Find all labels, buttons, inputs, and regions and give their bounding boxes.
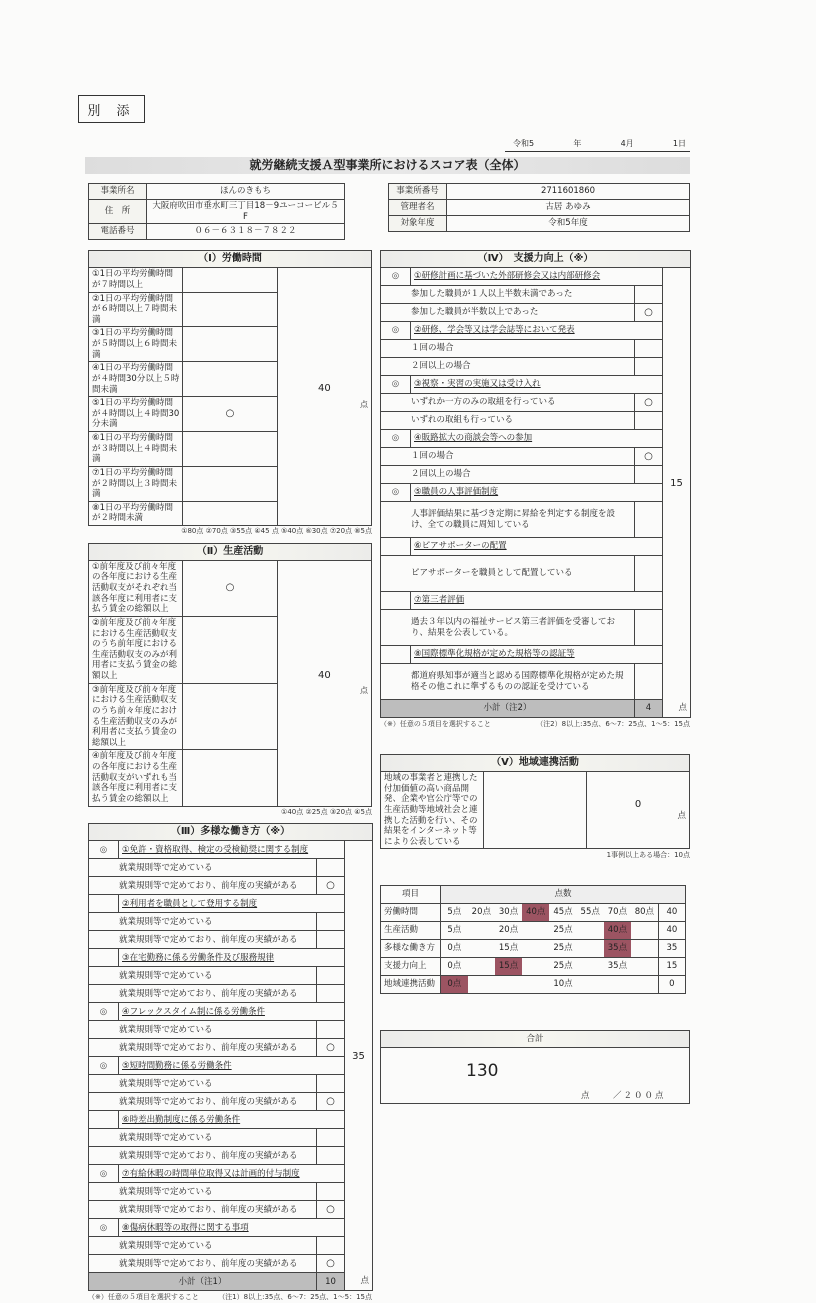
- section-score-cell: [277, 560, 371, 806]
- score-option: 25点: [549, 940, 576, 958]
- score-option: [631, 922, 658, 940]
- item-option-text: ２回以上の場合: [381, 466, 635, 484]
- item-option-check[interactable]: [317, 985, 345, 1003]
- info-label: 事業所名: [89, 184, 147, 200]
- sec5-text: 地域の事業者と連携した付加価値の高い商品開発、企業や官公庁等での生産活動等地域社会と連携した活動を行い、その結果をインターネット等により公表している: [381, 772, 484, 849]
- score-option: 40点: [522, 904, 549, 922]
- score-option: [468, 922, 495, 940]
- sec5-header: （Ⅴ）地域連携活動: [381, 755, 690, 772]
- sec3-notes: [88, 1293, 372, 1303]
- info-label: 電話番号: [89, 224, 147, 240]
- item-option-text: 就業規則等で定めている: [89, 1021, 317, 1039]
- item-option-text: １回の場合: [381, 448, 635, 466]
- item-title: ②利用者を職員として登用する制度: [119, 895, 345, 913]
- item-option-text: 就業規則等で定めており、前年度の実績がある: [89, 1093, 317, 1111]
- item-option-row: [89, 1093, 373, 1111]
- item-option-text: １回の場合: [381, 340, 635, 358]
- date-day: 1日: [672, 139, 686, 148]
- item-option-row: [89, 913, 373, 931]
- item-option-check[interactable]: ○: [635, 394, 663, 412]
- total-unit: 点: [581, 1091, 590, 1102]
- item-option-row: [89, 1129, 373, 1147]
- item-option-text: 就業規則等で定めており、前年度の実績がある: [89, 1147, 317, 1165]
- item-option-check[interactable]: ○: [317, 1039, 345, 1057]
- item-title-row: [89, 1057, 373, 1075]
- score-option: 35点: [604, 940, 631, 958]
- score-row: [381, 958, 686, 976]
- item-title-row: [89, 1165, 373, 1183]
- score-option: [522, 922, 549, 940]
- item-title: ⑥時差出勤制度に係る労働条件: [119, 1111, 345, 1129]
- score-option: 0点: [441, 976, 468, 994]
- score-option: 5点: [441, 922, 468, 940]
- item-title-row: [381, 322, 691, 340]
- item-title: ⑦第三者評価: [411, 592, 663, 610]
- criteria-check[interactable]: [183, 268, 277, 292]
- item-option-row: [381, 412, 691, 430]
- score-total: 15: [658, 958, 685, 976]
- item-option-check[interactable]: [317, 931, 345, 949]
- item-option-text: 就業規則等で定めている: [89, 913, 317, 931]
- score-option: [468, 958, 495, 976]
- item-option-check[interactable]: ○: [317, 877, 345, 895]
- score-option: 10点: [549, 976, 576, 994]
- score-row: [381, 922, 686, 940]
- item-selected-mark[interactable]: ◎: [381, 376, 411, 394]
- score-option: 55点: [577, 904, 604, 922]
- item-option-check[interactable]: [635, 358, 663, 376]
- item-option-check[interactable]: [317, 1183, 345, 1201]
- item-option-check[interactable]: ○: [635, 304, 663, 322]
- item-selected-mark[interactable]: ◎: [89, 1219, 119, 1237]
- section-working-hours: [88, 250, 372, 526]
- item-option-row: [381, 448, 691, 466]
- item-title-row: [89, 1003, 373, 1021]
- score-row: [381, 904, 686, 922]
- section-header: （Ⅱ）生産活動: [89, 543, 372, 560]
- item-option-check[interactable]: [317, 1129, 345, 1147]
- info-value: ０６－６３１８－７８２２: [147, 224, 345, 240]
- score-option: 25点: [549, 958, 576, 976]
- item-title-row: [89, 895, 373, 913]
- score-row: [381, 940, 686, 958]
- item-selected-mark[interactable]: ◎: [89, 1165, 119, 1183]
- subtotal-row: [89, 1273, 373, 1291]
- score-option: [468, 940, 495, 958]
- score-option: 70点: [604, 904, 631, 922]
- item-option-text: ピアサポーターを職員として配置している: [381, 556, 635, 592]
- section-score: 15: [670, 477, 683, 489]
- section-score: 40: [317, 383, 331, 395]
- item-title-row: [381, 592, 691, 610]
- item-selected-mark[interactable]: [89, 1111, 119, 1129]
- date-line: [505, 138, 690, 152]
- subtotal-value: 4: [635, 700, 663, 718]
- info-value: 令和5年度: [447, 216, 690, 232]
- item-option-text: 就業規則等で定めており、前年度の実績がある: [89, 877, 317, 895]
- score-unit: 点: [663, 700, 691, 718]
- score-option: 15点: [495, 958, 522, 976]
- item-option-row: [89, 1237, 373, 1255]
- item-option-text: いずれの取組も行っている: [381, 412, 635, 430]
- item-option-check[interactable]: [635, 556, 663, 592]
- item-option-text: 就業規則等で定めている: [89, 1183, 317, 1201]
- sections: [88, 250, 690, 1303]
- item-option-row: [381, 286, 691, 304]
- item-option-text: 就業規則等で定めており、前年度の実績がある: [89, 931, 317, 949]
- item-option-text: 就業規則等で定めている: [89, 1129, 317, 1147]
- sec3-note-left: （※）任意の５項目を選択すること: [88, 1293, 199, 1302]
- item-title: ①免許・資格取得、検定の受検勧奨に関する制度: [119, 841, 345, 859]
- item-option-check[interactable]: [635, 340, 663, 358]
- score-total: 40: [658, 904, 685, 922]
- item-option-row: [381, 664, 691, 700]
- info-left-table: [88, 183, 345, 240]
- left-column: [88, 250, 372, 1303]
- sec5-score: 0: [634, 798, 642, 810]
- score-total: 35: [658, 940, 685, 958]
- item-option-row: [381, 340, 691, 358]
- criteria-check[interactable]: [183, 466, 277, 501]
- criteria-check[interactable]: ○: [183, 397, 277, 432]
- item-title-row: [381, 484, 691, 502]
- item-selected-mark[interactable]: [381, 538, 411, 556]
- item-option-row: [381, 610, 691, 646]
- info-value: ほんのきもち: [147, 184, 345, 200]
- info-row: [89, 184, 345, 200]
- item-option-text: 就業規則等で定めており、前年度の実績がある: [89, 1201, 317, 1219]
- section-score: 35: [352, 1050, 365, 1062]
- item-title: ①研修計画に基づいた外部研修会又は内部研修会: [411, 268, 663, 286]
- criteria-text: ②1日の平均労働時間が６時間以上７時間未満: [89, 292, 183, 327]
- item-title: ⑧国際標準化規格が定めた規格等の認証等: [411, 646, 663, 664]
- item-option-text: 就業規則等で定めており、前年度の実績がある: [89, 1255, 317, 1273]
- score-row: [381, 976, 686, 994]
- section-score: 40: [317, 669, 331, 681]
- item-option-check[interactable]: [317, 859, 345, 877]
- item-option-row: [89, 967, 373, 985]
- item-option-row: [89, 877, 373, 895]
- item-option-row: [89, 1183, 373, 1201]
- criteria-check[interactable]: [183, 501, 277, 525]
- info-label: 事業所番号: [389, 184, 447, 200]
- item-option-row: [381, 466, 691, 484]
- info-row: [89, 200, 345, 224]
- item-option-row: [381, 556, 691, 592]
- score-option: [631, 958, 658, 976]
- info-label: 住 所: [89, 200, 147, 224]
- info-label: 対象年度: [389, 216, 447, 232]
- criteria-text: ④1日の平均労働時間が４時間30分以上５時間未満: [89, 362, 183, 397]
- score-total: 40: [658, 922, 685, 940]
- criteria-row: [89, 268, 372, 292]
- item-selected-mark[interactable]: [381, 646, 411, 664]
- subtotal-value: 10: [317, 1273, 345, 1291]
- score-option: 15点: [495, 940, 522, 958]
- criteria-check[interactable]: [183, 750, 277, 806]
- score-item-label: 生産活動: [381, 922, 441, 940]
- sec2-legend: ①40点 ②25点 ③20点 ④5点: [281, 807, 372, 816]
- item-selected-mark[interactable]: ◎: [381, 430, 411, 448]
- score-col-item: 項目: [381, 886, 441, 904]
- item-selected-mark[interactable]: ◎: [381, 484, 411, 502]
- item-title-row: [89, 1219, 373, 1237]
- item-option-text: 就業規則等で定めている: [89, 859, 317, 877]
- item-option-row: [89, 1201, 373, 1219]
- page-title: 就労継続支援Ａ型事業所におけるスコア表（全体）: [85, 157, 690, 174]
- criteria-text: ⑤1日の平均労働時間が４時間以上４時間30分未満: [89, 397, 183, 432]
- section-header: （Ⅰ）労働時間: [89, 251, 372, 268]
- item-selected-mark[interactable]: ◎: [381, 268, 411, 286]
- section-diverse-work: [88, 823, 373, 1291]
- section-support-capacity: [380, 250, 691, 718]
- score-header-row: [381, 886, 686, 904]
- annex-label: 別 添: [78, 95, 145, 123]
- item-option-check[interactable]: ○: [317, 1255, 345, 1273]
- score-option: 25点: [549, 922, 576, 940]
- score-option: [631, 976, 658, 994]
- total-label: 合計: [381, 1031, 689, 1048]
- info-value: 大阪府吹田市垂水町三丁目18－9ユーコービル５F: [147, 200, 345, 224]
- sec4-note-left: （※）任意の５項目を選択すること: [380, 720, 491, 729]
- criteria-check[interactable]: [183, 327, 277, 362]
- criteria-text: ②前年度及び前々年度における生産活動収支のうち前年度における生産活動収支のみが利用者に支払う賃金の総額以上: [89, 616, 183, 683]
- section-score-cell: [345, 841, 373, 1273]
- info-label: 管理者名: [389, 200, 447, 216]
- sec5-check[interactable]: [484, 772, 587, 849]
- item-option-check[interactable]: ○: [317, 1201, 345, 1219]
- score-unit: 点: [360, 399, 368, 409]
- item-selected-mark[interactable]: [89, 895, 119, 913]
- criteria-text: ③1日の平均労働時間が５時間以上６時間未満: [89, 327, 183, 362]
- info-row: [389, 216, 690, 232]
- item-option-row: [89, 1255, 373, 1273]
- section-production: [88, 543, 372, 807]
- score-option: [522, 976, 549, 994]
- item-option-check[interactable]: [317, 1147, 345, 1165]
- date-era: 令和5: [513, 139, 535, 148]
- item-option-check[interactable]: [317, 1075, 345, 1093]
- item-option-text: 都道府県知事が適当と認める国際標準化規格が定めた規格その他これに準ずるものの認証を受けている: [381, 664, 635, 700]
- item-option-text: 就業規則等で定めている: [89, 1237, 317, 1255]
- item-title: ⑤職員の人事評価制度: [411, 484, 663, 502]
- item-selected-mark[interactable]: [89, 949, 119, 967]
- date-year-label: 年: [573, 139, 582, 148]
- item-option-check[interactable]: [635, 466, 663, 484]
- info-row: [389, 200, 690, 216]
- section-score-cell: [277, 268, 371, 526]
- criteria-text: ⑧1日の平均労働時間が２時間未満: [89, 501, 183, 525]
- item-option-text: いずれか一方のみの取組を行っている: [381, 394, 635, 412]
- item-selected-mark[interactable]: ◎: [89, 1057, 119, 1075]
- item-option-row: [381, 502, 691, 538]
- section-header: （Ⅳ） 支援力向上（※）: [381, 251, 691, 268]
- score-option: 30点: [495, 904, 522, 922]
- item-option-check[interactable]: [635, 286, 663, 304]
- item-title: ⑥ピアサポーターの配置: [411, 538, 663, 556]
- item-option-check[interactable]: ○: [635, 448, 663, 466]
- item-option-check[interactable]: [635, 502, 663, 538]
- item-title: ④販路拡大の商談会等への参加: [411, 430, 663, 448]
- item-option-text: 就業規則等で定めている: [89, 967, 317, 985]
- date-month: 4月: [620, 139, 634, 148]
- score-option: 20点: [495, 922, 522, 940]
- sec3-note-right: （注1）8以上:35点、6～7：25点、1～5：15点: [218, 1293, 372, 1302]
- item-option-row: [89, 1021, 373, 1039]
- score-item-label: 多様な働き方: [381, 940, 441, 958]
- section-community: [380, 754, 690, 849]
- score-option: [631, 940, 658, 958]
- score-sheet: [88, 183, 690, 1303]
- item-option-check[interactable]: [317, 967, 345, 985]
- score-option: 0点: [441, 958, 468, 976]
- item-option-row: [89, 985, 373, 1003]
- criteria-check[interactable]: [183, 432, 277, 467]
- item-title-row: [89, 1111, 373, 1129]
- item-title: ③在宅勤務に係る労働条件及び服務規律: [119, 949, 345, 967]
- score-col-points: 点数: [441, 886, 686, 904]
- item-title-row: [89, 949, 373, 967]
- item-selected-mark[interactable]: [381, 592, 411, 610]
- section-score-cell: [663, 268, 691, 700]
- item-option-check[interactable]: [635, 610, 663, 646]
- criteria-text: ⑥1日の平均労働時間が３時間以上４時間未満: [89, 432, 183, 467]
- score-option: [577, 922, 604, 940]
- score-option: 80点: [631, 904, 658, 922]
- score-option: [577, 940, 604, 958]
- sec5-note: 1事例以上ある場合：10点: [606, 851, 690, 860]
- item-option-row: [381, 358, 691, 376]
- item-title: ⑧傷病休暇等の取得に関する事項: [119, 1219, 345, 1237]
- section-header-row: [381, 251, 691, 268]
- score-option: [522, 958, 549, 976]
- item-title-row: [381, 376, 691, 394]
- item-title-row: [381, 538, 691, 556]
- item-option-row: [89, 1075, 373, 1093]
- item-title: ⑦有給休暇の時間単位取得又は計画的付与制度: [119, 1165, 345, 1183]
- criteria-check[interactable]: [183, 362, 277, 397]
- sec5-unit: 点: [677, 811, 686, 822]
- sec4-note-right: （注2）8以上:35点、6～7：25点、1～5：15点: [536, 720, 690, 729]
- item-option-text: 過去３年以内の福祉サービス第三者評価を受審しており、結果を公表している。: [381, 610, 635, 646]
- subtotal-row: [381, 700, 691, 718]
- score-item-label: 地域連携活動: [381, 976, 441, 994]
- item-selected-mark[interactable]: ◎: [381, 322, 411, 340]
- score-option: 5点: [441, 904, 468, 922]
- info-value: 2711601860: [447, 184, 690, 200]
- subtotal-label: 小計（注2）: [381, 700, 635, 718]
- item-option-text: 参加した職員が１人以上半数未満であった: [381, 286, 635, 304]
- item-option-text: 就業規則等で定めている: [89, 1075, 317, 1093]
- criteria-check[interactable]: [183, 683, 277, 750]
- item-option-check[interactable]: [635, 412, 663, 430]
- item-option-check[interactable]: [317, 1237, 345, 1255]
- item-option-row: [89, 1147, 373, 1165]
- item-title: ②研修、学会等又は学会誌等において発表: [411, 322, 663, 340]
- item-option-text: 人事評価結果に基づき定期に昇給を判定する制度を設け、全ての職員に周知している: [381, 502, 635, 538]
- total-box: [380, 1030, 690, 1104]
- item-title: ⑤短時間勤務に係る労働条件: [119, 1057, 345, 1075]
- item-option-text: 就業規則等で定めており、前年度の実績がある: [89, 1039, 317, 1057]
- section-header-row: [89, 543, 372, 560]
- item-title-row: [381, 646, 691, 664]
- score-total: 0: [658, 976, 685, 994]
- score-option: [495, 976, 522, 994]
- info-row: [88, 183, 690, 240]
- score-option: 40点: [604, 922, 631, 940]
- item-option-row: [89, 859, 373, 877]
- section-header-row: [89, 251, 372, 268]
- total-value: 130: [466, 1061, 499, 1082]
- criteria-check[interactable]: [183, 292, 277, 327]
- score-option: [577, 958, 604, 976]
- item-title: ④フレックスタイム制に係る労働条件: [119, 1003, 345, 1021]
- score-summary-table: [380, 885, 686, 994]
- criteria-text: ①1日の平均労働時間が７時間以上: [89, 268, 183, 292]
- score-option: [577, 976, 604, 994]
- score-item-label: 支援力向上: [381, 958, 441, 976]
- info-row: [89, 224, 345, 240]
- item-option-row: [381, 394, 691, 412]
- score-unit: 点: [345, 1273, 373, 1291]
- item-option-check[interactable]: [635, 664, 663, 700]
- total-max: ／２００点: [613, 1091, 666, 1102]
- score-item-label: 労働時間: [381, 904, 441, 922]
- item-title: ③視察・実習の実施又は受け入れ: [411, 376, 663, 394]
- score-option: 0点: [441, 940, 468, 958]
- criteria-text: ①前年度及び前々年度の各年度における生産活動収支がそれぞれ当該各年度に利用者に支払う賃金の総額以上: [89, 560, 183, 616]
- score-unit: 点: [360, 686, 368, 696]
- right-column: [380, 250, 690, 1104]
- criteria-check[interactable]: [183, 616, 277, 683]
- sec1-legend: ①80点 ②70点 ③55点 ④45 点 ⑤40点 ⑥30点 ⑦20点 ⑧5点: [181, 527, 372, 535]
- item-selected-mark[interactable]: ◎: [89, 841, 119, 859]
- item-option-text: 就業規則等で定めており、前年度の実績がある: [89, 985, 317, 1003]
- info-value: 古居 あゆみ: [447, 200, 690, 216]
- item-selected-mark[interactable]: ◎: [89, 1003, 119, 1021]
- item-title-row: [381, 430, 691, 448]
- subtotal-label: 小計（注1）: [89, 1273, 317, 1291]
- item-option-row: [89, 931, 373, 949]
- item-title-row: [381, 268, 691, 286]
- item-option-row: [89, 1039, 373, 1057]
- criteria-row: [89, 560, 372, 616]
- item-option-text: 参加した職員が半数以上であった: [381, 304, 635, 322]
- section-header: （Ⅲ）多様な働き方（※）: [89, 824, 373, 841]
- score-option: 20点: [468, 904, 495, 922]
- item-option-check[interactable]: ○: [317, 1093, 345, 1111]
- criteria-check[interactable]: ○: [183, 560, 277, 616]
- item-option-text: ２回以上の場合: [381, 358, 635, 376]
- score-option: [522, 940, 549, 958]
- score-option: [468, 976, 495, 994]
- section-header-row: [89, 824, 373, 841]
- sec4-notes: [380, 720, 690, 730]
- score-option: 35点: [604, 958, 631, 976]
- criteria-text: ③前年度及び前々年度における生産活動収支のうち前々年度における生産活動収支のみが利用者に支払う賃金の総額以上: [89, 683, 183, 750]
- score-option: [604, 976, 631, 994]
- item-title-row: [89, 841, 373, 859]
- item-option-check[interactable]: [317, 913, 345, 931]
- criteria-text: ④前年度及び前々年度の各年度における生産活動収支がいずれも当該各年度に利用者に支払う賃金の総額以上: [89, 750, 183, 806]
- criteria-text: ⑦1日の平均労働時間が２時間以上３時間未満: [89, 466, 183, 501]
- item-option-check[interactable]: [317, 1021, 345, 1039]
- score-option: 45点: [549, 904, 576, 922]
- info-right-table: [388, 183, 690, 232]
- info-row: [389, 184, 690, 200]
- item-option-row: [381, 304, 691, 322]
